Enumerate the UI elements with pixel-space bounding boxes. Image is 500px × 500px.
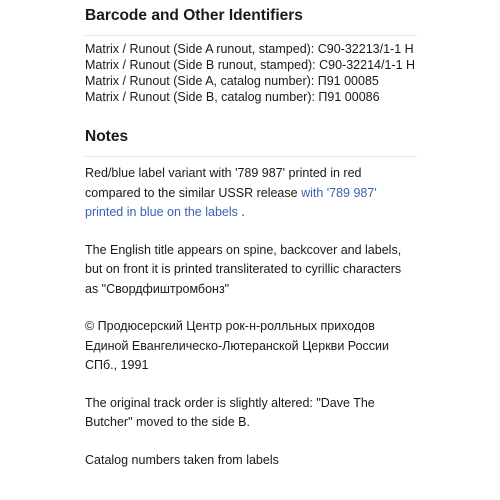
barcodes-section (85, 6, 417, 105)
related-release-link[interactable]: with '789 987' printed in blue on the labels (85, 185, 377, 219)
note-paragraph: The original track order is slightly altered: "Dave The Butcher" moved to the side B. (85, 395, 375, 429)
identifier-list (85, 41, 417, 105)
notes-heading: Notes (85, 128, 129, 145)
identifier-item: Matrix / Runout (Side B runout, stamped): C90-32214/1-1 H (85, 58, 416, 72)
note-text: Red/blue label variant with '789 987' printed in red compared to the similar USSR release (85, 166, 362, 200)
identifier-item: Matrix / Runout (Side B, catalog number): П91 00086 (85, 90, 380, 104)
barcodes-heading: Barcode and Other Identifiers (85, 7, 303, 24)
notes-section (85, 127, 417, 470)
note-text: . (237, 205, 245, 219)
note-paragraph (85, 164, 417, 223)
release-details (85, 0, 417, 470)
note-paragraph: Catalog numbers taken from labels (85, 452, 279, 467)
barcodes-heading-divider (85, 35, 417, 36)
note-paragraph: The English title appears on spine, backcover and labels, but on front it is printed transliterated to cyrillic characters as "Свордфиштромбонз" (85, 242, 402, 296)
identifier-item: Matrix / Runout (Side A, catalog number): П91 00085 (85, 74, 379, 88)
identifier-item: Matrix / Runout (Side A runout, stamped): C90-32213/1-1 H (85, 42, 414, 56)
note-paragraph: © Продюсерский Центр рок-н-ролльных приходов Единой Евангелическо-Лютеранской Церкви России СПб., 1991 (85, 319, 389, 372)
notes-heading-divider (85, 156, 417, 157)
